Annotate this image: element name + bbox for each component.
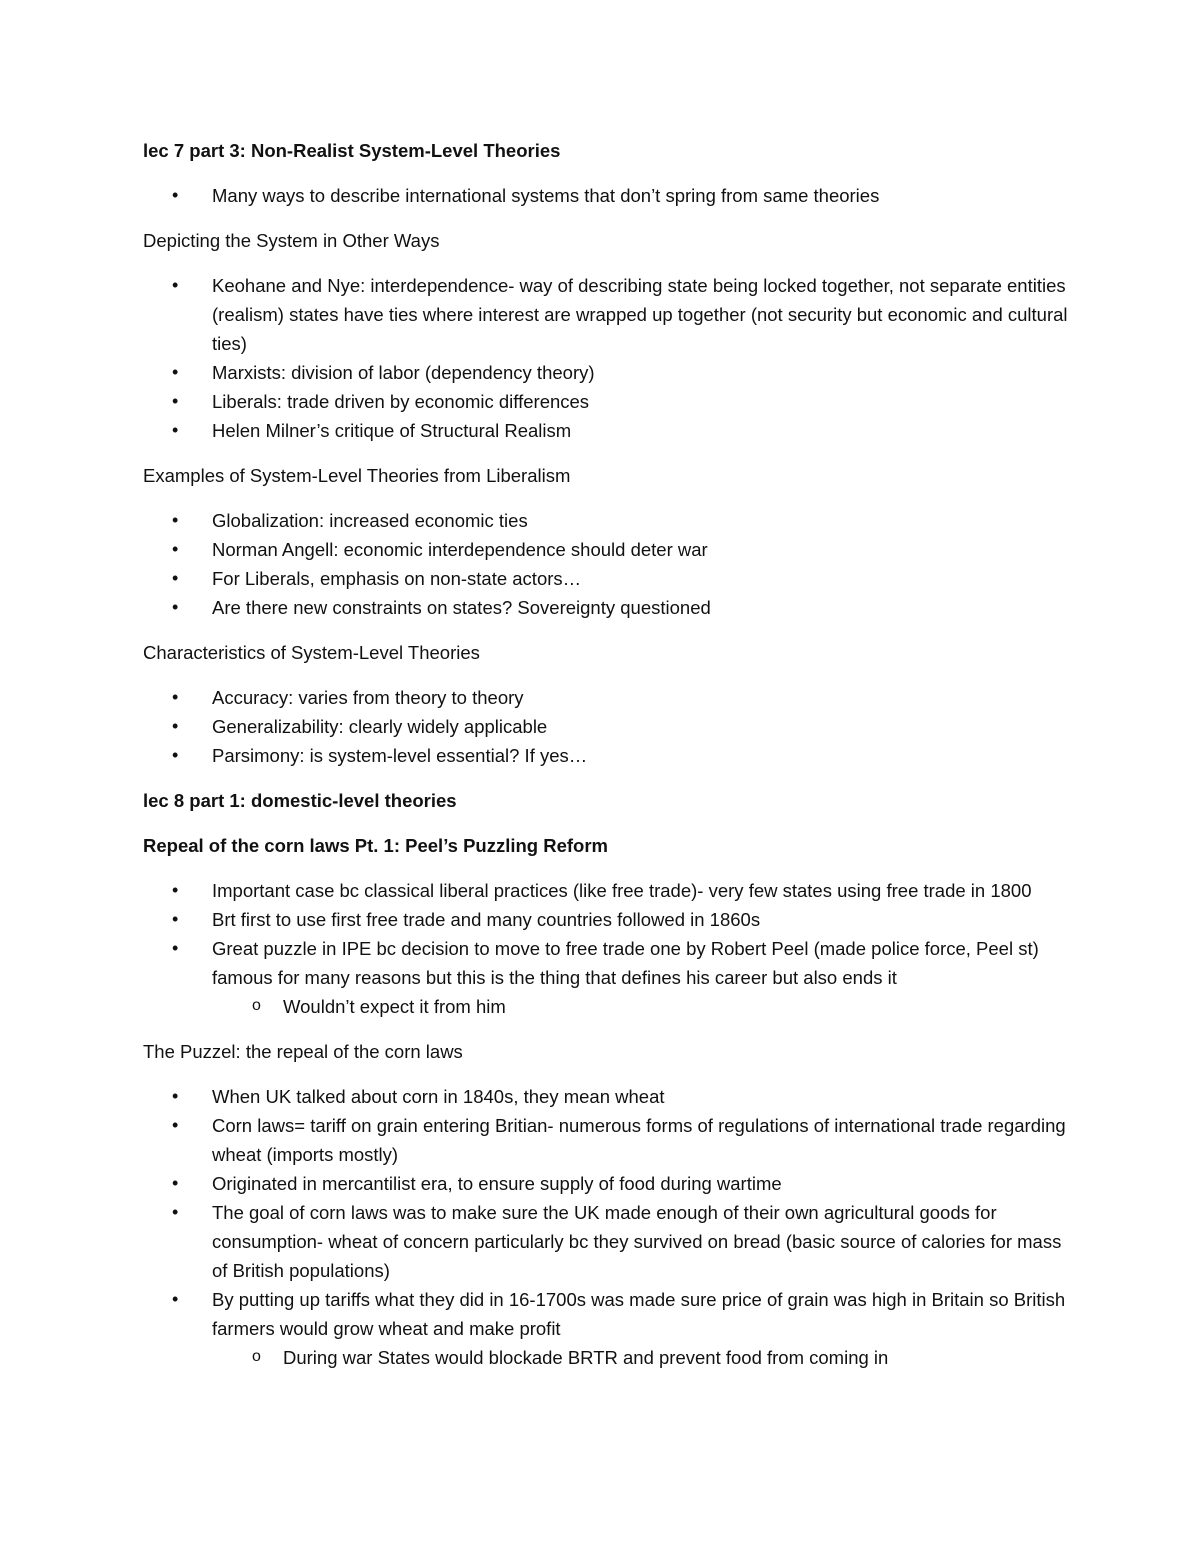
bullet-item-text: By putting up tariffs what they did in 16-1700s was made sure price of grain was high in Britain so British farmers would grow wheat and make profit bbox=[212, 1289, 1066, 1339]
section-heading-corn-laws-pt1: Repeal of the corn laws Pt. 1: Peel’s Puzzling Reform bbox=[143, 835, 609, 856]
bullet-item: • Important case bc classical liberal practices (like free trade)- very few states using free trade in 1800 bbox=[143, 876, 1073, 905]
bullet-item-text: Great puzzle in IPE bc decision to move to free trade one by Robert Peel (made police force, Peel st) famous for many reasons but this is the thing that defines his career but also ends it bbox=[212, 938, 1039, 988]
section-heading-depicting-system: Depicting the System in Other Ways bbox=[143, 230, 440, 251]
bullet-item bbox=[143, 1285, 1073, 1372]
bullet-list bbox=[143, 1082, 1073, 1372]
sub-bullet-list bbox=[212, 1343, 1073, 1372]
bullet-item: • For Liberals, emphasis on non-state actors… bbox=[143, 564, 1073, 593]
bullet-list bbox=[143, 181, 1073, 210]
bullet-item: • Many ways to describe international systems that don’t spring from same theories bbox=[143, 181, 1073, 210]
bullet-list bbox=[143, 876, 1073, 1021]
bullet-list bbox=[143, 683, 1073, 770]
bullet-list bbox=[143, 271, 1073, 445]
bullet-item: • When UK talked about corn in 1840s, they mean wheat bbox=[143, 1082, 1073, 1111]
bullet-item bbox=[143, 934, 1073, 1021]
bullet-item: • Corn laws= tariff on grain entering Britian- numerous forms of regulations of international trade regarding wheat (imports mostly) bbox=[143, 1111, 1073, 1169]
bullet-item: • Brt first to use first free trade and many countries followed in 1860s bbox=[143, 905, 1073, 934]
sub-bullet-item: o During war States would blockade BRTR and prevent food from coming in bbox=[212, 1343, 1073, 1372]
section-heading-characteristics: Characteristics of System-Level Theories bbox=[143, 642, 480, 663]
section-heading-the-puzzel: The Puzzel: the repeal of the corn laws bbox=[143, 1041, 463, 1062]
bullet-list bbox=[143, 506, 1073, 622]
bullet-item: • Liberals: trade driven by economic differences bbox=[143, 387, 1073, 416]
bullet-item: • Keohane and Nye: interdependence- way of describing state being locked together, not separate entities (realism) states have ties where interest are wrapped up together (not security but economic and cultural ties) bbox=[143, 271, 1073, 358]
document-page bbox=[143, 136, 1073, 1388]
bullet-item: • Marxists: division of labor (dependency theory) bbox=[143, 358, 1073, 387]
sub-bullet-list bbox=[212, 992, 1073, 1021]
bullet-item: • Originated in mercantilist era, to ensure supply of food during wartime bbox=[143, 1169, 1073, 1198]
bullet-item: • Are there new constraints on states? Sovereignty questioned bbox=[143, 593, 1073, 622]
bullet-item: • Generalizability: clearly widely applicable bbox=[143, 712, 1073, 741]
section-heading-lec7-part3: lec 7 part 3: Non-Realist System-Level Theories bbox=[143, 140, 561, 161]
bullet-item: • Helen Milner’s critique of Structural Realism bbox=[143, 416, 1073, 445]
bullet-item: • Norman Angell: economic interdependence should deter war bbox=[143, 535, 1073, 564]
bullet-item: • Parsimony: is system-level essential? If yes… bbox=[143, 741, 1073, 770]
bullet-item: • Accuracy: varies from theory to theory bbox=[143, 683, 1073, 712]
sub-bullet-item: o Wouldn’t expect it from him bbox=[212, 992, 1073, 1021]
section-heading-liberalism-examples: Examples of System-Level Theories from Liberalism bbox=[143, 465, 571, 486]
section-heading-lec8-part1: lec 8 part 1: domestic-level theories bbox=[143, 790, 457, 811]
bullet-item: • The goal of corn laws was to make sure the UK made enough of their own agricultural goods for consumption- wheat of concern particularly bc they survived on bread (basic source of calories for mass of British populations) bbox=[143, 1198, 1073, 1285]
bullet-item: • Globalization: increased economic ties bbox=[143, 506, 1073, 535]
